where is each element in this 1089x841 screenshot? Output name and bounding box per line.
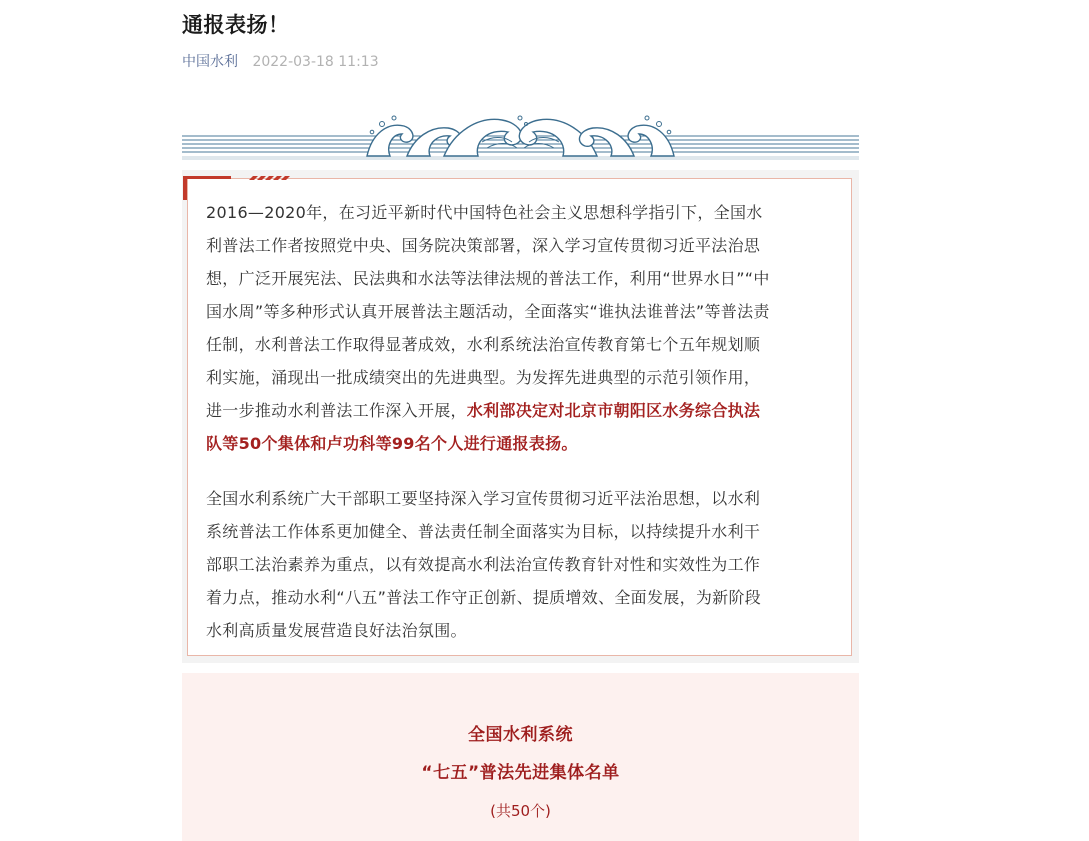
paragraph-text: 进一步推动水利普法工作深入开展， (206, 401, 467, 420)
article-title: 通报表扬！ (182, 13, 290, 37)
paragraph-line: 部职工法治素养为重点，以有效提高水利法治宣传教育针对性和实效性为工作 (206, 555, 761, 574)
paragraph-line: 2016—2020年，在习近平新时代中国特色社会主义思想科学指引下，全国水 (206, 203, 763, 222)
paragraph-line: 着力点，推动水利“八五”普法工作守正创新、提质增效、全面发展，为新阶段 (206, 588, 762, 607)
paragraph-line: 利实施，涌现出一批成绩突出的先进典型。为发挥先进典型的示范引领作用， (206, 368, 761, 387)
list-count: (共50个) (490, 802, 551, 820)
closing-paragraph (206, 482, 836, 647)
publish-datetime: 2022-03-18 11:13 (252, 54, 379, 70)
paragraph-line: 任制，水利普法工作取得显著成效，水利系统法治宣传教育第七个五年规划顺 (206, 335, 761, 354)
source-link[interactable]: 中国水利 (182, 54, 238, 70)
paragraph-line: 系统普法工作体系更加健全、普法责任制全面落实为目标，以持续提升水利干 (206, 522, 761, 541)
highlighted-decision-text: 水利部决定对北京市朝阳区水务综合执法 (466, 401, 761, 420)
paragraph-line (206, 427, 836, 460)
paragraph-line: 利普法工作者按照党中央、国务院决策部署，深入学习宣传贯彻习近平法治思 (206, 236, 761, 255)
list-title-line1: 全国水利系统 (468, 725, 573, 745)
paragraph-line: 全国水利系统广大干部职工要坚持深入学习宣传贯彻习近平法治思想，以水利 (206, 489, 761, 508)
intro-paragraph (206, 196, 836, 460)
article-meta (182, 52, 379, 72)
paragraph-line (206, 394, 836, 427)
wave-banner-icon (182, 112, 859, 160)
paragraph-line: 想，广泛开展宪法、民法典和水法等法律法规的普法工作，利用“世界水日”“中 (206, 269, 770, 288)
paragraph-line: 国水周”等多种形式认真开展普法主题活动，全面落实“谁执法谁普法”等普法责 (206, 302, 770, 321)
paragraph-line: 水利高质量发展营造良好法治氛围。 (206, 621, 467, 640)
list-title-line2: “七五”普法先进集体名单 (421, 763, 620, 783)
highlighted-decision-text: 队等50个集体和卢功科等99名个人进行通报表扬。 (206, 434, 578, 453)
